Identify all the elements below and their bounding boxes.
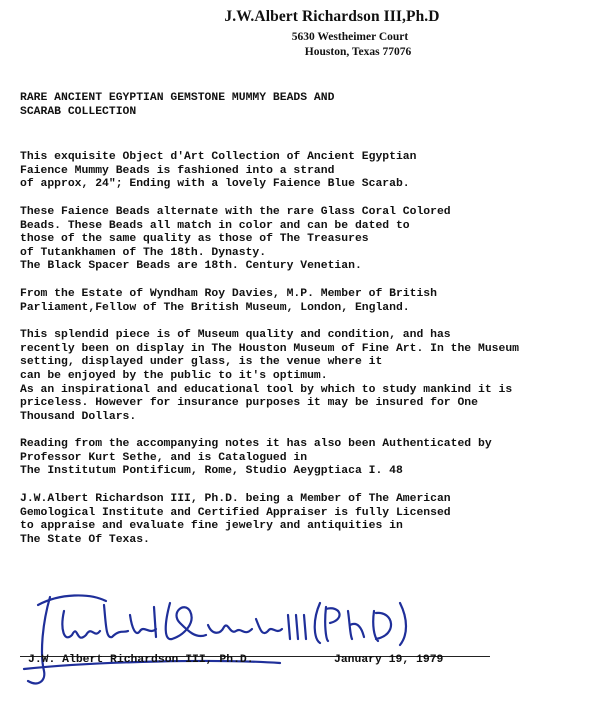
signature-strokes [24,595,406,683]
paragraph-line: to appraise and evaluate fine jewelry and antiquities in [20,520,403,533]
paragraph-line: J.W.Albert Richardson III, Ph.D. being a Member of The American [20,493,451,506]
paragraph-line: These Faience Beads alternate with the rare Glass Coral Colored [20,205,451,218]
title-line: RARE ANCIENT EGYPTIAN GEMSTONE MUMMY BEADS AND [20,92,335,104]
signature-date: January 19, 1979 [334,654,444,666]
paragraph-credentials [20,493,590,547]
paragraph-authentication [20,438,590,479]
paragraph-line: Professor Kurt Sethe, and is Catalogued in [20,451,308,464]
paragraph-line: The Institutum Pontificum, Rome, Studio Aeygptiaca I. 48 [20,465,403,478]
letterhead-city: Houston, Texas 77076 [304,46,412,58]
paragraph-line: Faience Mummy Beads is fashioned into a strand [20,164,335,177]
paragraph-line: of Tutankhamen of The 18th. Dynasty. [20,246,267,259]
paragraph-line: The Black Spacer Beads are 18th. Century Venetian. [20,260,362,273]
paragraph-provenance [20,288,590,315]
signature-block [0,585,600,706]
paragraph-line: From the Estate of Wyndham Roy Davies, M.P. Member of British [20,287,437,300]
paragraph-beads [20,206,590,274]
paragraph-line: The State Of Texas. [20,533,150,546]
paragraph-line: Gemological Institute and Certified Appraiser is fully Licensed [20,506,451,519]
paragraph-line: As an inspirational and educational tool by which to study mankind it is [20,383,513,396]
paragraph-museum [20,329,590,424]
paragraph-line: of approx, 24"; Ending with a lovely Faience Blue Scarab. [20,178,410,191]
paragraph-line: This splendid piece is of Museum quality and condition, and has [20,329,451,342]
paragraph-line: can be enjoyed by the public to it's optimum. [20,369,328,382]
paragraph-line: Beads. These Beads all match in color and can be dated to [20,219,410,232]
paragraph-line: those of the same quality as those of The Treasures [20,233,369,246]
paragraph-description [20,151,590,192]
paragraph-line: This exquisite Object d'Art Collection of Ancient Egyptian [20,151,417,164]
letterhead-street: 5630 Westheimer Court [291,31,409,43]
handwritten-signature [20,585,420,695]
paragraph-line: recently been on display in The Houston Museum of Fine Art. In the Museum [20,342,519,355]
title-line: SCARAB COLLECTION [20,105,137,118]
signatory-name: J.W. Albert Richardson III, Ph.D. [28,654,254,666]
paragraph-line: Thousand Dollars. [20,410,137,423]
letter-body [20,92,590,547]
paragraph-line: priceless. However for insurance purposes it may be insured for One [20,397,478,410]
letterhead-name: J.W.Albert Richardson III,Ph.D [224,8,440,25]
letterhead [150,8,490,58]
paragraph-line: Reading from the accompanying notes it has also been Authenticated by [20,438,492,451]
document-title [20,92,590,119]
paragraph-line: setting, displayed under glass, is the venue where it [20,356,383,369]
paragraph-line: Parliament,Fellow of The British Museum, London, England. [20,301,410,314]
